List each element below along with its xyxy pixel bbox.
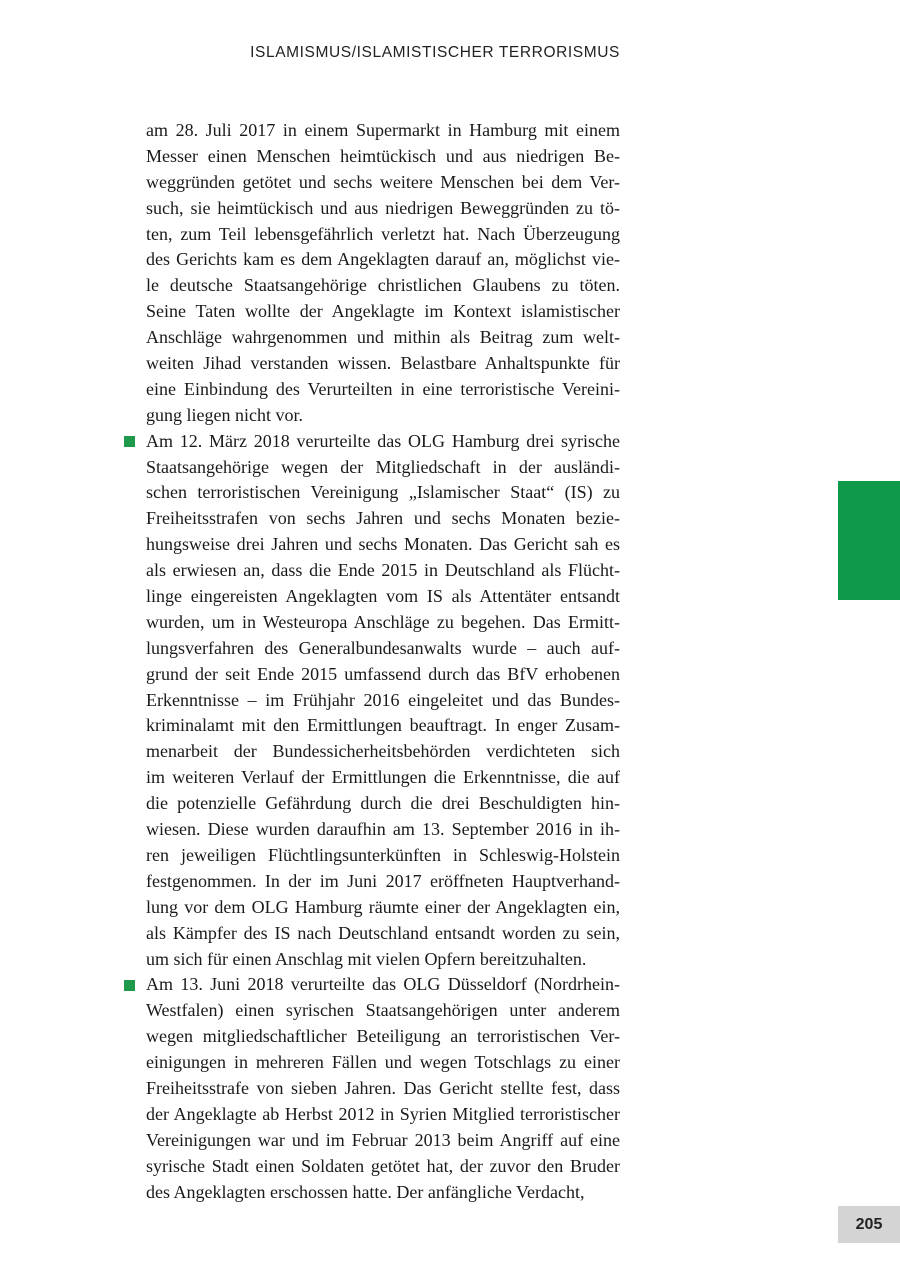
text-line: Freiheitsstrafen von sechs Jahren und sechs Monaten bezie- xyxy=(146,508,620,529)
text-line: Anschläge wahrgenommen und mithin als Beitrag zum welt- xyxy=(146,327,620,348)
text-line: um sich für einen Anschlag mit vielen Opfern bereitzuhalten. xyxy=(146,948,587,969)
text-line: Staatsangehörige wegen der Mitgliedschaft in der ausländi- xyxy=(146,456,620,477)
text-line: Erkenntnisse – im Frühjahr 2016 eingeleitet und das Bundes- xyxy=(146,689,620,710)
chapter-tab-marker xyxy=(838,481,900,600)
text-line: Am 13. Juni 2018 verurteilte das OLG Düsseldorf (Nordrhein- xyxy=(146,974,620,995)
text-line: eine Einbindung des Verurteilten in eine terroristische Vereini- xyxy=(146,378,620,399)
text-line: le deutsche Staatsangehörige christlichen Glaubens zu töten. xyxy=(146,275,620,296)
text-line: Vereinigungen war und im Februar 2013 beim Angriff auf eine xyxy=(146,1129,620,1150)
text-line: des Angeklagten erschossen hatte. Der anfängliche Verdacht, xyxy=(146,1181,585,1202)
text-line: schen terroristischen Vereinigung „Islamischer Staat“ (IS) zu xyxy=(146,482,620,503)
text-line: festgenommen. In der im Juni 2017 eröffneten Hauptverhand- xyxy=(146,870,620,891)
text-line: grund der seit Ende 2015 umfassend durch das BfV erhobenen xyxy=(146,663,620,684)
text-line: ren jeweiligen Flüchtlingsunterkünften in Schleswig-Holstein xyxy=(146,844,620,865)
text-line: kriminalamt mit den Ermittlungen beauftragt. In enger Zusam- xyxy=(146,715,620,736)
text-line: syrische Stadt einen Soldaten getötet hat, der zuvor den Bruder xyxy=(146,1155,620,1176)
text-line: wiesen. Diese wurden daraufhin am 13. September 2016 in ih- xyxy=(146,819,620,840)
paragraph xyxy=(146,118,620,429)
bullet-list-item xyxy=(146,429,620,973)
text-line: Freiheitsstrafe von sieben Jahren. Das Gericht stellte fest, dass xyxy=(146,1077,620,1098)
text-line: wurden, um in Westeuropa Anschläge zu begehen. Das Ermitt- xyxy=(146,611,620,632)
text-line: wegen mitgliedschaftlicher Beteiligung an terroristischen Ver- xyxy=(146,1026,620,1047)
text-line: des Gerichts kam es dem Angeklagten darauf an, möglichst vie- xyxy=(146,249,620,270)
text-line: such, sie heimtückisch und aus niedrigen Beweggründen zu tö- xyxy=(146,197,620,218)
text-line: gung liegen nicht vor. xyxy=(146,404,303,425)
text-line: der Angeklagte ab Herbst 2012 in Syrien Mitglied terroristischer xyxy=(146,1103,620,1124)
bullet-square-icon xyxy=(124,980,135,991)
text-line: menarbeit der Bundessicherheitsbehörden verdichteten sich xyxy=(146,741,620,762)
bullet-list-item xyxy=(146,972,620,1205)
running-header: ISLAMISMUS/ISLAMISTISCHER TERRORISMUS xyxy=(250,44,620,61)
text-line: die potenzielle Gefährdung durch die drei Beschuldigten hin- xyxy=(146,793,620,814)
text-line: als erwiesen an, dass die Ende 2015 in Deutschland als Flücht- xyxy=(146,560,620,581)
body-text xyxy=(146,118,620,1205)
text-line: weggründen getötet und sechs weitere Menschen bei dem Ver- xyxy=(146,171,620,192)
text-line: linge eingereisten Angeklagten vom IS als Attentäter entsandt xyxy=(146,586,620,607)
text-line: lung vor dem OLG Hamburg räumte einer der Angeklagten ein, xyxy=(146,896,620,917)
text-line: Seine Taten wollte der Angeklagte im Kontext islamistischer xyxy=(146,301,620,322)
text-line: im weiteren Verlauf der Ermittlungen die Erkenntnisse, die auf xyxy=(146,767,620,788)
text-line: ten, zum Teil lebensgefährlich verletzt hat. Nach Überzeugung xyxy=(146,223,620,244)
text-line: hungsweise drei Jahren und sechs Monaten. Das Gericht sah es xyxy=(146,534,620,555)
page-number: 205 xyxy=(838,1206,900,1243)
text-line: lungsverfahren des Generalbundesanwalts wurde – auch auf- xyxy=(146,637,620,658)
text-line: am 28. Juli 2017 in einem Supermarkt in Hamburg mit einem xyxy=(146,120,620,140)
text-line: als Kämpfer des IS nach Deutschland entsandt worden zu sein, xyxy=(146,922,620,943)
text-line: Am 12. März 2018 verurteilte das OLG Hamburg drei syrische xyxy=(146,430,620,451)
text-line: weiten Jihad verstanden wissen. Belastbare Anhaltspunkte für xyxy=(146,353,620,374)
bullet-square-icon xyxy=(124,436,135,447)
text-line: Westfalen) einen syrischen Staatsangehörigen unter anderem xyxy=(146,1000,620,1021)
text-line: einigungen in mehreren Fällen und wegen Totschlags zu einer xyxy=(146,1052,620,1073)
text-line: Messer einen Menschen heimtückisch und aus niedrigen Be- xyxy=(146,145,620,166)
